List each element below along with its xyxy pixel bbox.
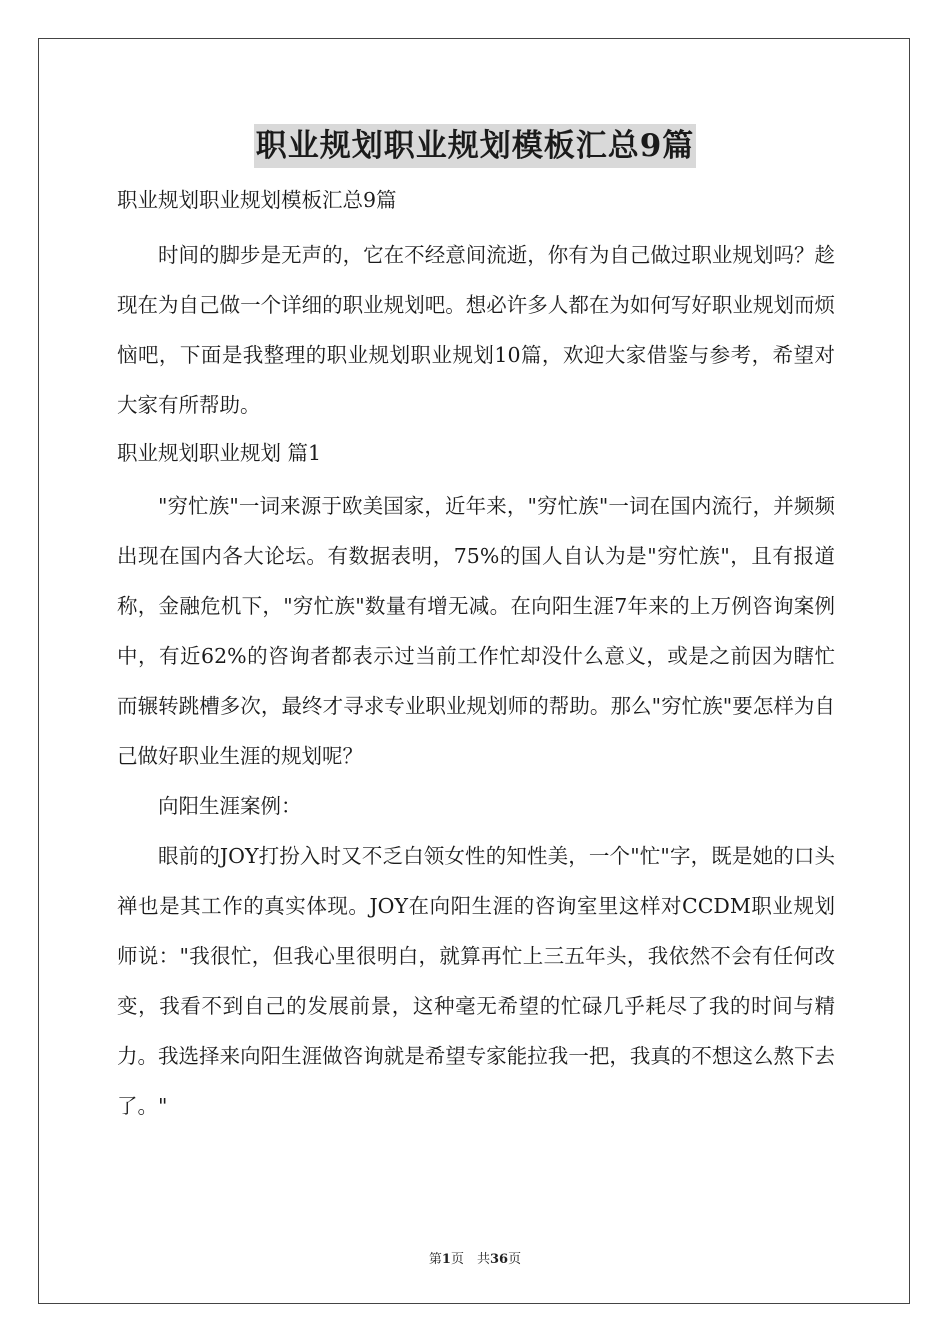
page-footer	[0, 1248, 950, 1267]
footer-page-prefix: 第	[428, 1252, 442, 1267]
document-subtitle: 职业规划职业规划模板汇总9篇	[117, 188, 397, 212]
body-paragraph-1: "穷忙族"一词来源于欧美国家，近年来，"穷忙族"一词在国内流行，并频频出现在国内各大论坛。有数据表明，75%的国人自认为是"穷忙族"，且有报道称，金融危机下，"穷忙族"数量有增无减。在向阳生涯7年来的上万例咨询案例中，有近62%的咨询者都表示过当前工作忙却没什么意义，或是之前因为瞎忙而辗转跳槽多次，最终才寻求专业职业规划师的帮助。那么"穷忙族"要怎样为自己做好职业生涯的规划呢？	[117, 494, 835, 768]
footer-page-mid: 页 共	[450, 1252, 490, 1267]
intro-paragraph: 时间的脚步是无声的，它在不经意间流逝，你有为自己做过职业规划吗？趁现在为自己做一个详细的职业规划吧。想必许多人都在为如何写好职业规划而烦恼吧，下面是我整理的职业规划职业规划10篇，欢迎大家借鉴与参考，希望对大家有所帮助。	[117, 243, 835, 417]
footer-page-suffix: 页	[508, 1252, 522, 1267]
footer-page-current: 1	[441, 1252, 451, 1267]
document-title: 职业规划职业规划模板汇总9篇	[254, 124, 697, 168]
document-body	[117, 180, 835, 1131]
case-label: 向阳生涯案例：	[158, 794, 302, 818]
section-heading: 职业规划职业规划 篇1	[117, 441, 322, 465]
title-container	[0, 124, 950, 168]
footer-page-total: 36	[489, 1252, 509, 1267]
body-paragraph-2: 眼前的JOY打扮入时又不乏白领女性的知性美，一个"忙"字，既是她的口头禅也是其工作的真实体现。JOY在向阳生涯的咨询室里这样对CCDM职业规划师说："我很忙，但我心里很明白，就算再忙上三五年头，我依然不会有任何改变，我看不到自己的发展前景，这种毫无希望的忙碌几乎耗尽了我的时间与精力。我选择来向阳生涯做咨询就是希望专家能拉我一把，我真的不想这么熬下去了。"	[117, 844, 835, 1118]
